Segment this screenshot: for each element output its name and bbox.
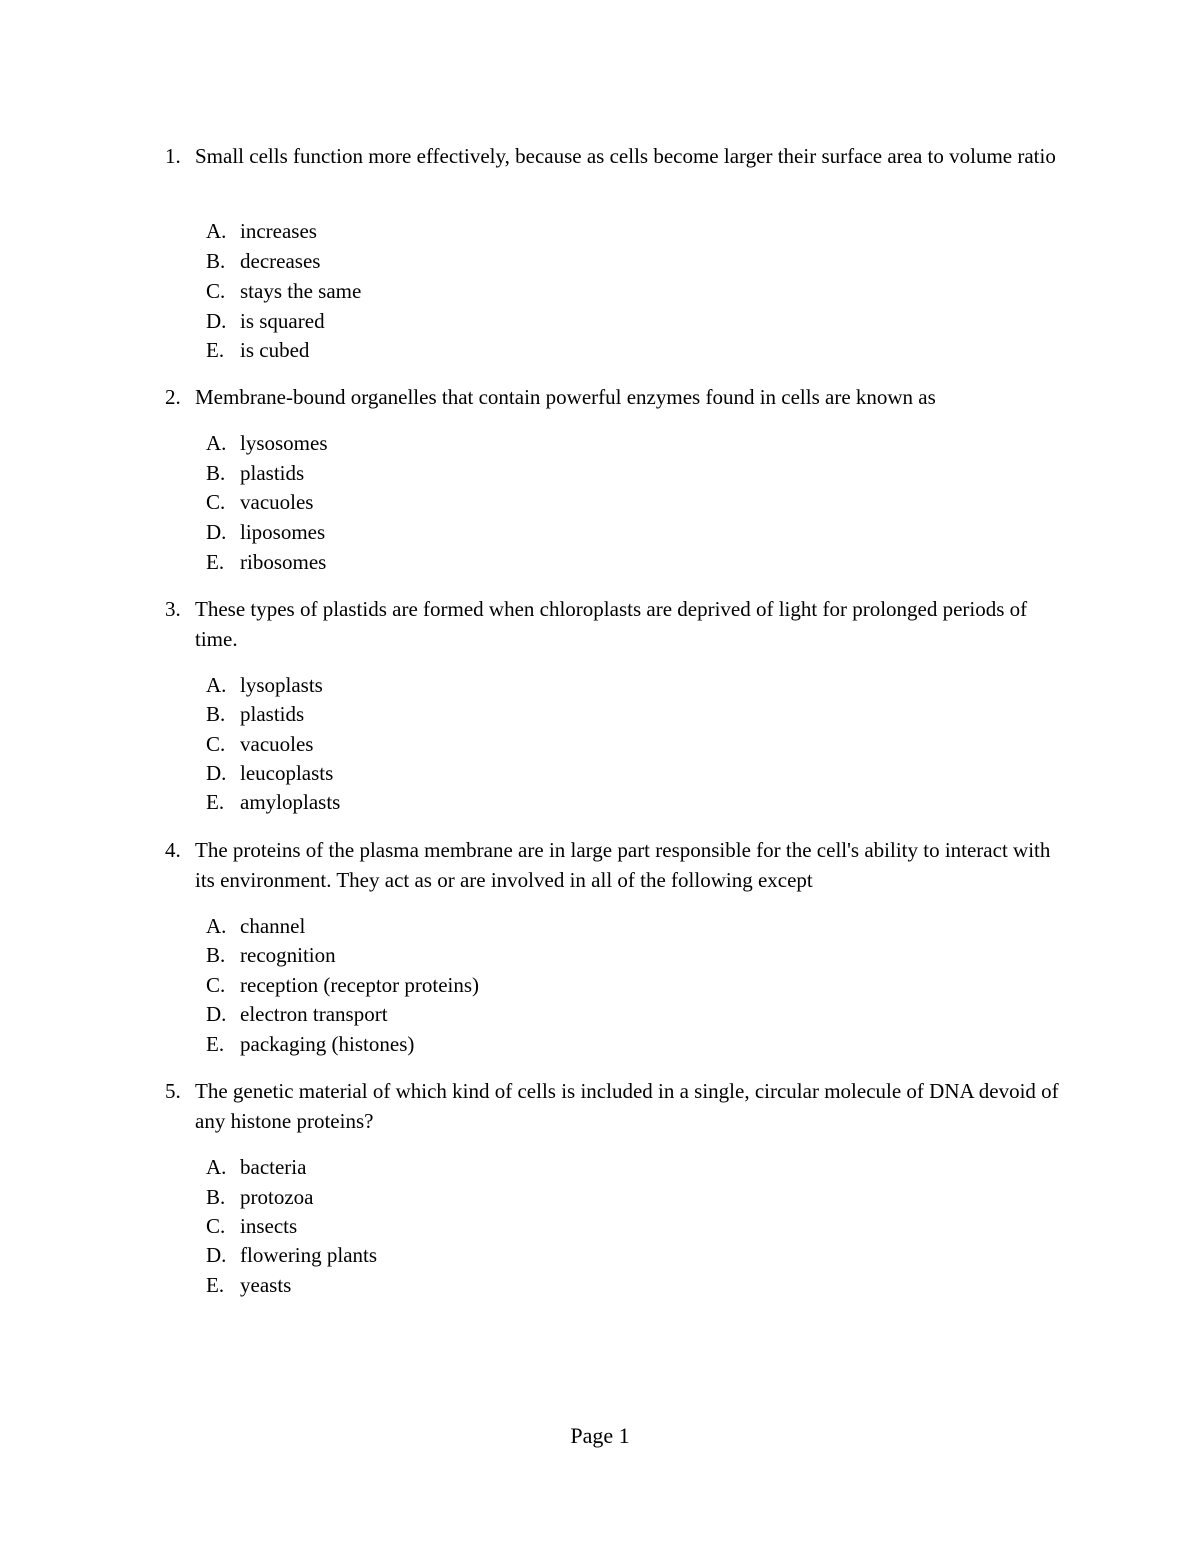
option-letter: B. — [206, 943, 226, 967]
option-d — [0, 1240, 1200, 1270]
option-text: amyloplasts — [240, 790, 341, 814]
option-text: is cubed — [240, 338, 310, 362]
question-1 — [0, 141, 1200, 361]
option-d — [0, 517, 1200, 547]
question-text: The proteins of the plasma membrane are in large part responsible for the cell's ability to interact with its environment. They act as or are involved in all of the following except — [195, 838, 1051, 892]
option-letter: E. — [206, 1032, 225, 1056]
option-c — [0, 276, 1200, 306]
option-letter: D. — [206, 761, 227, 785]
option-a — [0, 428, 1200, 458]
option-text: is squared — [240, 309, 325, 333]
question-number: 1. — [165, 144, 181, 168]
option-text: insects — [240, 1214, 298, 1238]
question-text: Membrane-bound organelles that contain powerful enzymes found in cells are known as — [195, 385, 936, 409]
question-3 — [0, 594, 1200, 819]
option-letter: B. — [206, 1185, 226, 1209]
question-text: The genetic material of which kind of cells is included in a single, circular molecule of DNA devoid of any histone proteins? — [195, 1079, 1059, 1133]
option-d — [0, 306, 1200, 336]
option-text: lysoplasts — [240, 673, 323, 697]
option-text: plastids — [240, 461, 305, 485]
option-letter: C. — [206, 490, 226, 514]
option-letter: B. — [206, 702, 226, 726]
question-number: 5. — [165, 1079, 181, 1103]
question-4 — [0, 835, 1200, 1060]
option-text: decreases — [240, 249, 321, 273]
question-2 — [0, 382, 1200, 577]
option-a — [0, 670, 1200, 700]
question-number: 4. — [165, 838, 181, 862]
option-text: vacuoles — [240, 490, 314, 514]
option-text: electron transport — [240, 1002, 388, 1026]
option-c — [0, 729, 1200, 759]
option-letter: A. — [206, 219, 227, 243]
option-b — [0, 1182, 1200, 1212]
option-letter: D. — [206, 1002, 227, 1026]
question-5 — [0, 1076, 1200, 1301]
question-number: 2. — [165, 385, 181, 409]
option-letter: B. — [206, 249, 226, 273]
option-letter: A. — [206, 914, 227, 938]
option-letter: C. — [206, 732, 226, 756]
option-text: stays the same — [240, 279, 362, 303]
question-text: These types of plastids are formed when chloroplasts are deprived of light for prolonged periods of time. — [195, 597, 1028, 651]
option-text: leucoplasts — [240, 761, 334, 785]
page-number: Page 1 — [570, 1423, 630, 1448]
option-text: lysosomes — [240, 431, 328, 455]
option-e — [0, 787, 1200, 817]
option-d — [0, 999, 1200, 1029]
option-letter: D. — [206, 1243, 227, 1267]
option-letter: A. — [206, 431, 227, 455]
option-text: flowering plants — [240, 1243, 378, 1267]
option-text: recognition — [240, 943, 336, 967]
option-a — [0, 1152, 1200, 1182]
option-text: channel — [240, 914, 306, 938]
option-c — [0, 970, 1200, 1000]
option-letter: E. — [206, 790, 225, 814]
question-text: Small cells function more effectively, because as cells become larger their surface area to volume ratio — [195, 144, 1056, 168]
option-a — [0, 911, 1200, 941]
option-text: plastids — [240, 702, 305, 726]
option-a — [0, 216, 1200, 246]
option-b — [0, 699, 1200, 729]
option-b — [0, 246, 1200, 276]
option-text: yeasts — [240, 1273, 292, 1297]
option-letter: C. — [206, 279, 226, 303]
option-e — [0, 335, 1200, 365]
option-text: reception (receptor proteins) — [240, 973, 480, 997]
option-e — [0, 1029, 1200, 1059]
option-letter: A. — [206, 1155, 227, 1179]
option-letter: A. — [206, 673, 227, 697]
option-text: vacuoles — [240, 732, 314, 756]
option-c — [0, 1211, 1200, 1241]
option-d — [0, 758, 1200, 788]
option-text: increases — [240, 219, 317, 243]
option-letter: B. — [206, 461, 226, 485]
option-letter: C. — [206, 973, 226, 997]
option-letter: E. — [206, 1273, 225, 1297]
option-letter: D. — [206, 520, 227, 544]
option-e — [0, 1270, 1200, 1300]
option-letter: C. — [206, 1214, 226, 1238]
option-letter: E. — [206, 550, 225, 574]
option-text: protozoa — [240, 1185, 314, 1209]
option-text: packaging (histones) — [240, 1032, 415, 1056]
option-letter: D. — [206, 309, 227, 333]
option-b — [0, 458, 1200, 488]
option-c — [0, 487, 1200, 517]
question-number: 3. — [165, 597, 181, 621]
option-b — [0, 940, 1200, 970]
option-text: ribosomes — [240, 550, 327, 574]
option-letter: E. — [206, 338, 225, 362]
option-e — [0, 547, 1200, 577]
option-text: liposomes — [240, 520, 326, 544]
option-text: bacteria — [240, 1155, 307, 1179]
